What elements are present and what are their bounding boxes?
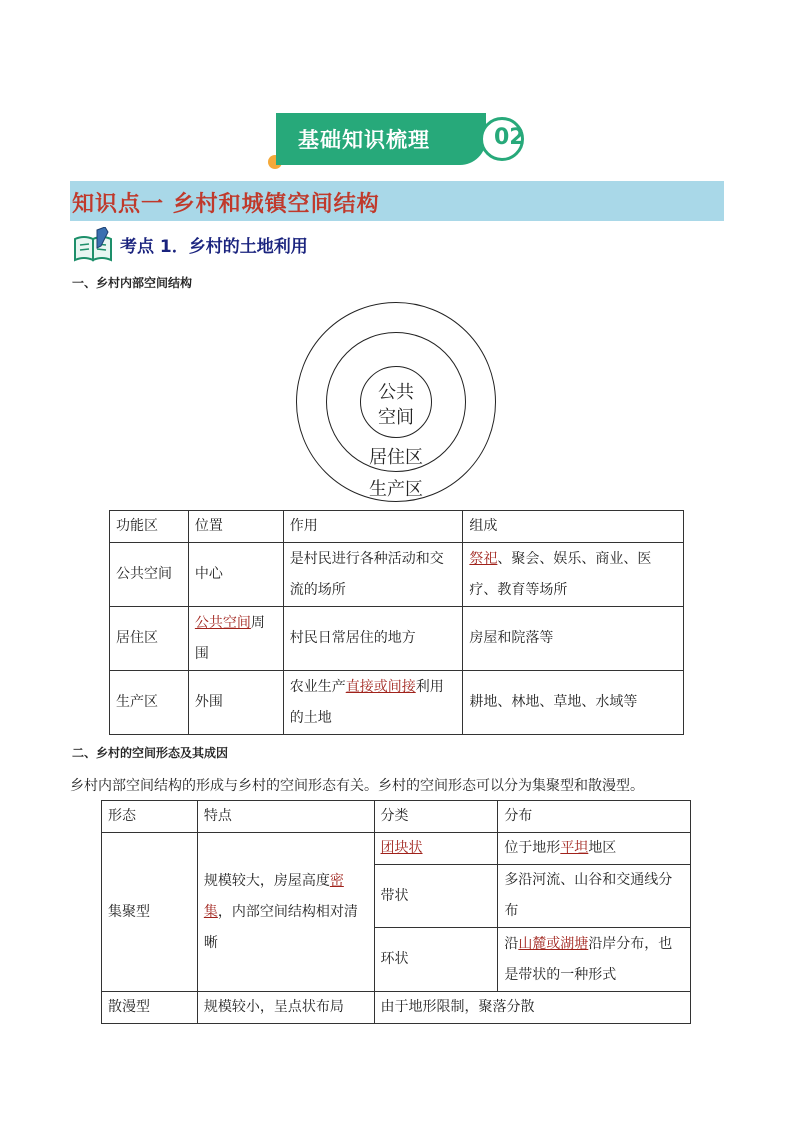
role-cell: 村民日常居住的地方 bbox=[283, 607, 463, 671]
header-cell: 功能区 bbox=[110, 511, 189, 543]
header-cell: 位置 bbox=[188, 511, 283, 543]
middle-ring-label: 居住区 bbox=[369, 447, 423, 468]
feature-text: ，内部空间结构相对清晰 bbox=[203, 903, 358, 951]
part2-paragraph: 乡村内部空间结构的形成与乡村的空间形态有关。乡村的空间形态可以分为集聚型和散漫型。 bbox=[70, 778, 644, 794]
role-text: 农业生产 bbox=[289, 678, 346, 695]
part2-heading: 二、乡村的空间形态及其成因 bbox=[72, 746, 229, 760]
distribution-cell bbox=[498, 928, 691, 992]
composition-cell: 耕地、林地、草地、水域等 bbox=[463, 671, 684, 735]
distribution-text: 地区 bbox=[588, 840, 617, 856]
banner-number: 02 bbox=[494, 125, 525, 150]
composition-cell: 房屋和院落等 bbox=[463, 607, 684, 671]
table-row bbox=[102, 833, 691, 865]
settlement-form-table bbox=[101, 800, 691, 1024]
position-text: 周围 bbox=[194, 614, 265, 662]
table-row bbox=[110, 607, 684, 671]
zone-cell: 生产区 bbox=[110, 671, 189, 735]
position-cell: 中心 bbox=[188, 543, 283, 607]
underlined-answer: 平坦 bbox=[560, 840, 589, 856]
role-cell bbox=[283, 671, 463, 735]
feature-cell bbox=[197, 833, 374, 992]
table-row bbox=[102, 992, 691, 1024]
class-cell bbox=[374, 833, 498, 865]
knowledge-point-title: 知识点一 乡村和城镇空间结构 bbox=[72, 192, 380, 217]
table-row bbox=[110, 543, 684, 607]
underlined-answer: 公共空间 bbox=[194, 614, 251, 631]
zone-cell: 公共空间 bbox=[110, 543, 189, 607]
banner-title: 基础知识梳理 bbox=[298, 128, 430, 152]
part1-heading: 一、乡村内部空间结构 bbox=[72, 276, 193, 290]
banner-bar bbox=[276, 113, 486, 165]
header-cell: 分类 bbox=[374, 801, 498, 833]
position-cell bbox=[188, 607, 283, 671]
center-label-line2: 空间 bbox=[378, 407, 414, 428]
table-header-row bbox=[110, 511, 684, 543]
position-cell: 外围 bbox=[188, 671, 283, 735]
distribution-text: 沿 bbox=[504, 935, 519, 952]
table-row bbox=[110, 671, 684, 735]
feature-text: 规模较大，房屋高度 bbox=[203, 872, 330, 889]
header-cell: 形态 bbox=[102, 801, 198, 833]
zone-cell: 居住区 bbox=[110, 607, 189, 671]
underlined-answer: 直接或间接 bbox=[345, 678, 416, 695]
center-label-line1: 公共 bbox=[378, 382, 414, 403]
composition-cell bbox=[463, 543, 684, 607]
underlined-answer: 山麓或湖塘 bbox=[518, 935, 589, 952]
distribution-text: 位于地形 bbox=[504, 840, 561, 856]
kaodian-title: 考点 1．乡村的土地利用 bbox=[120, 237, 308, 257]
underlined-answer: 密集 bbox=[203, 872, 344, 920]
outer-ring-label: 生产区 bbox=[369, 479, 423, 500]
form-cell: 散漫型 bbox=[102, 992, 198, 1024]
underlined-answer: 祭祀 bbox=[469, 550, 498, 567]
book-pencil-icon bbox=[72, 227, 116, 263]
table-header-row bbox=[102, 801, 691, 833]
header-cell: 组成 bbox=[463, 511, 684, 543]
rural-structure-diagram bbox=[296, 302, 496, 502]
distribution-text: 沿岸分布，也是带状的一种形式 bbox=[504, 935, 673, 983]
role-text: 利用的土地 bbox=[289, 678, 444, 726]
role-cell: 是村民进行各种活动和交流的场所 bbox=[283, 543, 463, 607]
distribution-cell: 多沿河流、山谷和交通线分布 bbox=[498, 865, 691, 928]
header-cell: 分布 bbox=[498, 801, 691, 833]
section-banner bbox=[276, 113, 528, 165]
header-cell: 特点 bbox=[197, 801, 374, 833]
function-zone-table bbox=[109, 510, 684, 735]
header-cell: 作用 bbox=[283, 511, 463, 543]
knowledge-point-heading bbox=[70, 181, 724, 221]
composition-text: 、聚会、娱乐、商业、医疗、教育等场所 bbox=[469, 550, 652, 598]
class-cell: 带状 bbox=[374, 865, 498, 928]
distribution-cell: 由于地形限制，聚落分散 bbox=[374, 992, 690, 1024]
class-cell: 环状 bbox=[374, 928, 498, 992]
form-cell: 集聚型 bbox=[102, 833, 198, 992]
distribution-cell bbox=[498, 833, 691, 865]
underlined-answer: 团块状 bbox=[380, 840, 423, 856]
feature-cell: 规模较小，呈点状布局 bbox=[197, 992, 374, 1024]
